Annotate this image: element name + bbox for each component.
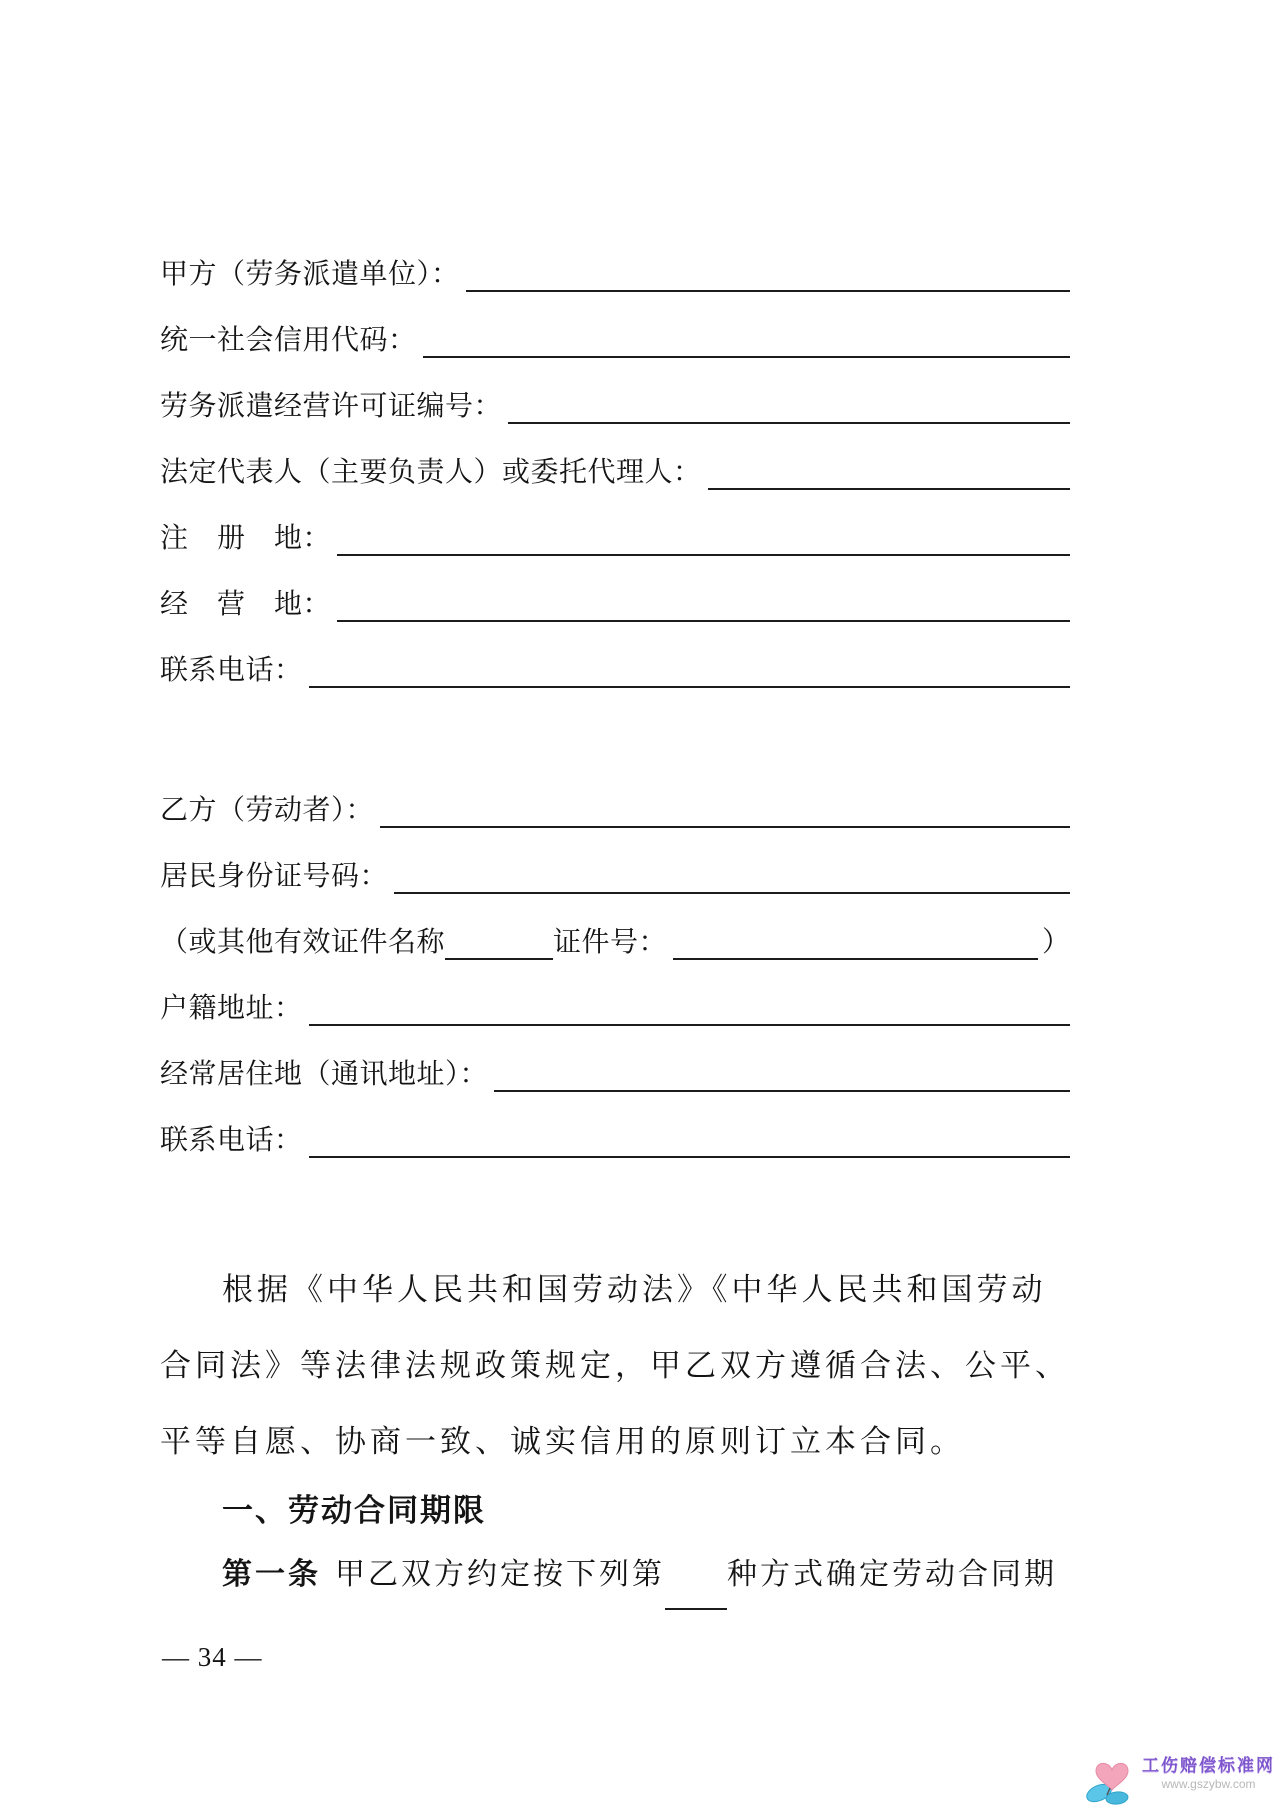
residence-address-blank-line bbox=[494, 1062, 1070, 1092]
residence-address-label: 经常居住地（通讯地址）： bbox=[160, 1059, 489, 1090]
article-1-label: 第一条 bbox=[222, 1558, 321, 1591]
party-b-label: 乙方（劳动者）： bbox=[160, 795, 375, 826]
watermark-site-name: 工伤赔偿标准网 bbox=[1142, 1756, 1275, 1775]
preamble-line-3: 平等自愿、协商一致、诚实信用的原则订立本合同。 bbox=[160, 1424, 965, 1459]
alt-id-suffix: ） bbox=[1041, 927, 1070, 958]
watermark-text-column bbox=[1142, 1751, 1275, 1791]
party-b-phone-blank-line bbox=[309, 1128, 1070, 1158]
registered-address-label: 注 册 地： bbox=[160, 523, 332, 554]
alt-id-mid-label: 证件号： bbox=[553, 927, 668, 958]
alt-id-name-blank-line bbox=[445, 930, 553, 960]
dispatch-license-blank-line bbox=[508, 394, 1070, 424]
party-a-phone-label: 联系电话： bbox=[160, 655, 303, 686]
party-divider-gap bbox=[160, 717, 1070, 791]
article-1-text-before: 甲乙双方约定按下列第 bbox=[335, 1558, 665, 1591]
form-row-dispatch-license bbox=[160, 387, 1070, 427]
form-row-id-number bbox=[160, 857, 1070, 897]
page-number: — 34 — bbox=[162, 1642, 263, 1672]
watermark-site-url: www.gszybw.com bbox=[1161, 1777, 1256, 1791]
business-address-blank-line bbox=[337, 592, 1070, 622]
alt-id-prefix: （或其他有效证件名称 bbox=[160, 927, 446, 958]
form-row-residence-address bbox=[160, 1055, 1070, 1095]
form-row-alt-id bbox=[160, 923, 1070, 963]
alt-id-number-blank-line bbox=[673, 930, 1038, 960]
party-a-phone-blank-line bbox=[309, 658, 1070, 688]
credit-code-blank-line bbox=[423, 328, 1070, 358]
party-b-blank-line bbox=[380, 798, 1070, 828]
section-heading-contract-term: 一、劳动合同期限 bbox=[222, 1493, 486, 1528]
registered-address-blank-line bbox=[337, 526, 1070, 556]
butterfly-heart-icon bbox=[1084, 1757, 1140, 1807]
article-1-text-after: 种方式确定劳动合同期 bbox=[727, 1558, 1057, 1591]
form-row-credit-code bbox=[160, 321, 1070, 361]
id-number-blank-line bbox=[394, 864, 1070, 894]
business-address-label: 经 营 地： bbox=[160, 589, 332, 620]
article-1-blank-line bbox=[665, 1554, 727, 1610]
form-row-registered-address bbox=[160, 519, 1070, 559]
party-b-phone-label: 联系电话： bbox=[160, 1125, 303, 1156]
household-address-blank-line bbox=[309, 996, 1070, 1026]
legal-representative-label: 法定代表人（主要负责人）或委托代理人： bbox=[160, 457, 702, 488]
household-address-label: 户籍地址： bbox=[160, 993, 303, 1024]
preamble-line-2: 合同法》等法律法规政策规定，甲乙双方遵循合法、公平、 bbox=[160, 1348, 1070, 1383]
credit-code-label: 统一社会信用代码： bbox=[160, 325, 417, 356]
form-row-legal-representative bbox=[160, 453, 1070, 493]
legal-representative-blank-line bbox=[708, 460, 1070, 490]
form-row-business-address bbox=[160, 585, 1070, 625]
contract-form bbox=[160, 255, 1070, 1187]
dispatch-license-label: 劳务派遣经营许可证编号： bbox=[160, 391, 503, 422]
form-row-party-a-phone bbox=[160, 651, 1070, 691]
form-row-party-b bbox=[160, 791, 1070, 831]
form-row-party-a bbox=[160, 255, 1070, 295]
article-1-line bbox=[160, 1540, 1072, 1610]
id-number-label: 居民身份证号码： bbox=[160, 861, 389, 892]
preamble-section bbox=[160, 1252, 1072, 1610]
form-row-party-b-phone bbox=[160, 1121, 1070, 1161]
site-watermark bbox=[1084, 1751, 1275, 1807]
party-a-blank-line bbox=[466, 262, 1070, 292]
form-row-household-address bbox=[160, 989, 1070, 1029]
preamble-line-1: 根据《中华人民共和国劳动法》《中华人民共和国劳动 bbox=[222, 1272, 1047, 1307]
party-a-label: 甲方（劳务派遣单位）： bbox=[160, 259, 460, 290]
